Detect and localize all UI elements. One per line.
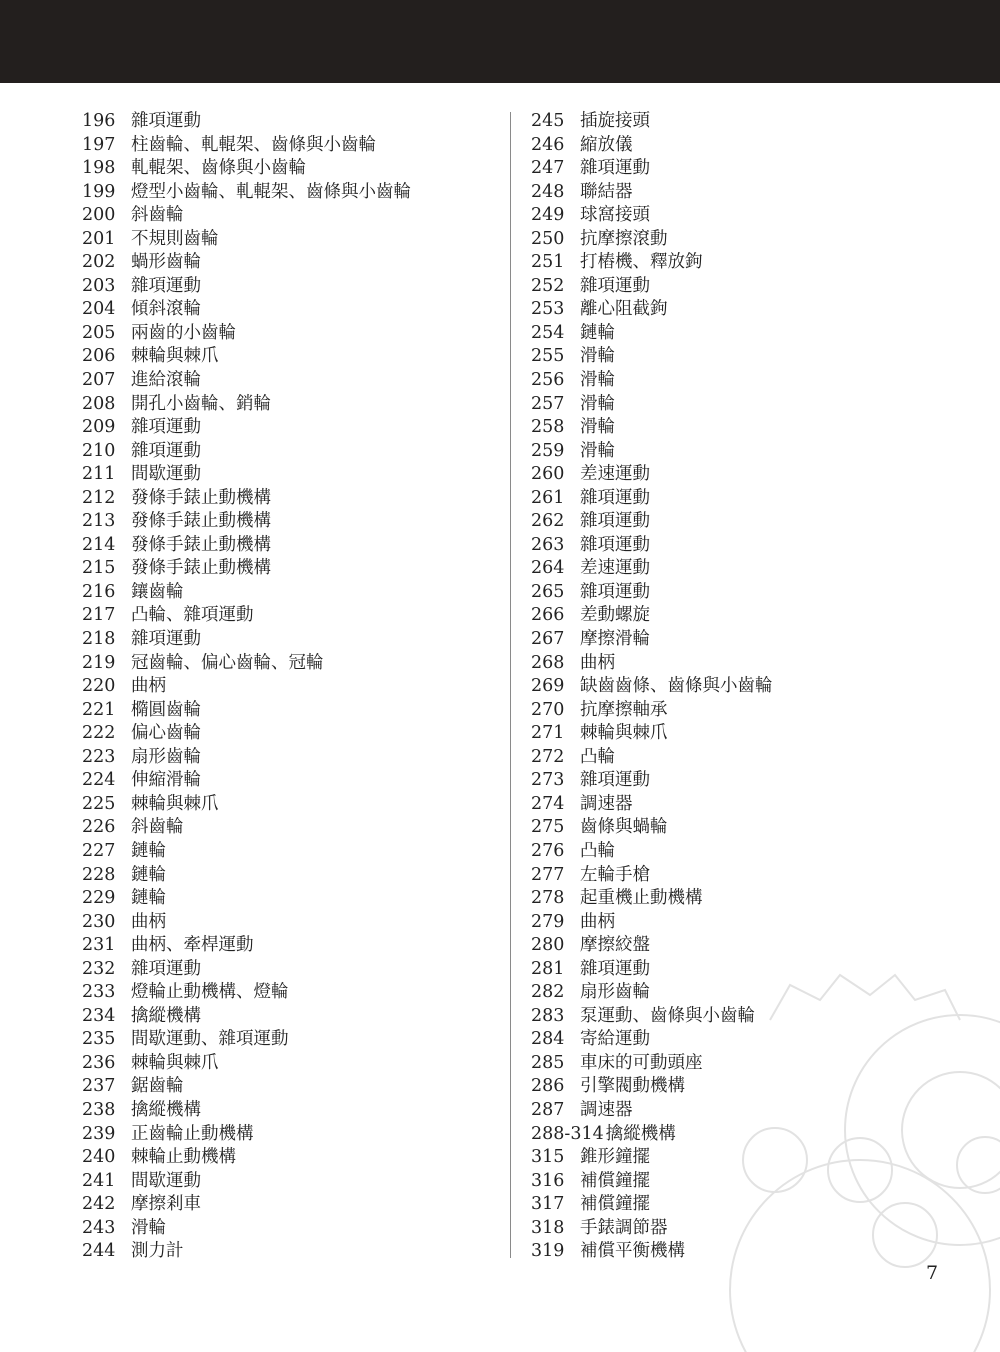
entry-number: 237 <box>82 1076 116 1097</box>
entry-title: 雜項運動 <box>131 440 201 461</box>
entry-number: 243 <box>82 1217 116 1238</box>
entry-number: 211 <box>82 464 116 485</box>
entry-title: 扇形齒輪 <box>580 982 650 1003</box>
contents-entry <box>531 864 931 888</box>
entry-number: 248 <box>531 181 565 202</box>
entry-number: 264 <box>531 558 565 579</box>
contents-entry <box>531 1052 931 1076</box>
contents-entry <box>531 722 931 746</box>
entry-number: 249 <box>531 205 565 226</box>
contents-entry <box>531 1170 931 1194</box>
entry-number: 252 <box>531 275 565 296</box>
contents-entry <box>82 557 502 581</box>
entry-number: 219 <box>82 652 116 673</box>
entry-number: 267 <box>531 629 565 650</box>
header-bar <box>0 0 1000 83</box>
contents-entry <box>531 251 931 275</box>
contents-entry <box>82 1052 502 1076</box>
entry-title: 冠齒輪、偏心齒輪、冠輪 <box>131 652 324 673</box>
entry-title: 雜項運動 <box>580 581 650 602</box>
contents-entry <box>82 604 502 628</box>
entry-number: 209 <box>82 417 116 438</box>
entry-number: 287 <box>531 1099 565 1120</box>
contents-entry <box>531 1005 931 1029</box>
entry-title: 雜項運動 <box>131 629 201 650</box>
contents-entry <box>82 840 502 864</box>
entry-number: 198 <box>82 158 116 179</box>
entry-number: 236 <box>82 1052 116 1073</box>
entry-number: 201 <box>82 228 116 249</box>
contents-entry <box>82 181 502 205</box>
entry-title: 發條手錶止動機構 <box>131 558 271 579</box>
entry-title: 雜項運動 <box>580 487 650 508</box>
entry-number: 214 <box>82 534 116 555</box>
entry-number: 229 <box>82 888 116 909</box>
contents-entry <box>531 816 931 840</box>
contents-entry <box>82 1099 502 1123</box>
entry-title: 錐形鐘擺 <box>580 1147 650 1168</box>
contents-entry <box>82 204 502 228</box>
entry-title: 雜項運動 <box>580 958 650 979</box>
entry-title: 柱齒輪、軋輥架、齒條與小齒輪 <box>131 134 376 155</box>
entry-number: 276 <box>531 840 565 861</box>
entry-title: 斜齒輪 <box>131 817 184 838</box>
entry-title: 伸縮滑輪 <box>131 770 201 791</box>
entry-title: 手錶調節器 <box>580 1217 668 1238</box>
entry-title: 斜齒輪 <box>131 205 184 226</box>
contents-entry <box>82 793 502 817</box>
contents-entry <box>82 1193 502 1217</box>
entry-number: 319 <box>531 1241 565 1262</box>
contents-entry <box>531 204 931 228</box>
contents-entry <box>82 393 502 417</box>
entry-title: 曲柄、牽桿運動 <box>131 935 254 956</box>
contents-entry <box>82 1217 502 1241</box>
contents-entry <box>531 1099 931 1123</box>
contents-entry <box>531 1193 931 1217</box>
entry-number: 233 <box>82 982 116 1003</box>
entry-number: 235 <box>82 1029 116 1050</box>
entry-number: 273 <box>531 770 565 791</box>
entry-number: 253 <box>531 299 565 320</box>
entry-title: 左輪手槍 <box>580 864 650 885</box>
entry-title: 起重機止動機構 <box>580 888 703 909</box>
entry-title: 扇形齒輪 <box>131 746 201 767</box>
contents-entry <box>82 228 502 252</box>
entry-title: 補償平衡機構 <box>580 1241 685 1262</box>
contents-entry <box>531 840 931 864</box>
entry-title: 插旋接頭 <box>580 111 650 131</box>
entry-title: 滑輪 <box>580 370 615 391</box>
entry-number: 207 <box>82 370 116 391</box>
entry-title: 曲柄 <box>580 652 615 673</box>
entry-number: 285 <box>531 1052 565 1073</box>
entry-title: 鏈輪 <box>580 322 615 343</box>
entry-title: 雜項運動 <box>131 275 201 296</box>
entry-number: 202 <box>82 252 116 273</box>
entry-number: 246 <box>531 134 565 155</box>
entry-title: 雜項運動 <box>580 770 650 791</box>
entry-number: 258 <box>531 417 565 438</box>
contents-entry <box>82 934 502 958</box>
entry-title: 摩擦絞盤 <box>580 935 650 956</box>
contents-entry <box>531 298 931 322</box>
entry-title: 棘輪與棘爪 <box>131 793 219 814</box>
entry-number: 317 <box>531 1194 565 1215</box>
entry-title: 鋸齒輪 <box>131 1076 184 1097</box>
contents-entry <box>82 628 502 652</box>
entry-number: 222 <box>82 723 116 744</box>
contents-entry <box>82 816 502 840</box>
column-divider <box>510 112 511 1258</box>
entry-number: 230 <box>82 911 116 932</box>
entry-number: 318 <box>531 1217 565 1238</box>
entry-title: 軋輥架、齒條與小齒輪 <box>131 158 306 179</box>
entry-number: 228 <box>82 864 116 885</box>
contents-list-left <box>82 110 502 1264</box>
entry-title: 缺齒齒條、齒條與小齒輪 <box>580 676 773 697</box>
contents-entry <box>531 652 931 676</box>
entry-title: 曲柄 <box>580 911 615 932</box>
contents-entry <box>82 1123 502 1147</box>
entry-title: 凸輪 <box>580 840 615 861</box>
contents-entry <box>82 322 502 346</box>
contents-entry <box>531 793 931 817</box>
entry-title: 引擎閥動機構 <box>580 1076 685 1097</box>
entry-number: 271 <box>531 723 565 744</box>
contents-entry <box>82 134 502 158</box>
entry-title: 摩擦剎車 <box>131 1194 201 1215</box>
contents-entry <box>82 769 502 793</box>
entry-title: 凸輪 <box>580 746 615 767</box>
entry-number: 226 <box>82 817 116 838</box>
entry-number: 216 <box>82 581 116 602</box>
entry-number: 231 <box>82 935 116 956</box>
contents-entry <box>531 1146 931 1170</box>
entry-number: 197 <box>82 134 116 155</box>
contents-entry <box>531 134 931 158</box>
contents-entry <box>82 652 502 676</box>
entry-title: 偏心齒輪 <box>131 723 201 744</box>
entry-title: 滑輪 <box>131 1217 166 1238</box>
entry-title: 寄給運動 <box>580 1029 650 1050</box>
contents-entry <box>531 275 931 299</box>
page-number: 7 <box>926 1262 939 1284</box>
entry-title: 傾斜滾輪 <box>131 299 201 320</box>
entry-number: 281 <box>531 958 565 979</box>
contents-entry <box>531 1240 931 1264</box>
contents-entry <box>82 463 502 487</box>
contents-entry <box>82 275 502 299</box>
entry-number: 261 <box>531 487 565 508</box>
entry-number: 218 <box>82 629 116 650</box>
entry-number: 225 <box>82 793 116 814</box>
entry-number: 272 <box>531 746 565 767</box>
contents-entry <box>531 345 931 369</box>
entry-number: 241 <box>82 1170 116 1191</box>
entry-number: 279 <box>531 911 565 932</box>
contents-entry <box>82 864 502 888</box>
entry-title: 燈輪止動機構、燈輪 <box>131 982 289 1003</box>
entry-title: 聯結器 <box>580 181 633 202</box>
entry-number: 288-314 <box>531 1123 604 1144</box>
contents-entry <box>531 228 931 252</box>
contents-entry <box>82 981 502 1005</box>
entry-title: 齒條與蝸輪 <box>580 817 668 838</box>
entry-number: 265 <box>531 581 565 602</box>
contents-entry <box>531 581 931 605</box>
entry-number: 283 <box>531 1005 565 1026</box>
entry-title: 縮放儀 <box>580 134 633 155</box>
contents-entry <box>82 487 502 511</box>
contents-entry <box>531 769 931 793</box>
contents-entry <box>531 934 931 958</box>
contents-entry <box>531 181 931 205</box>
entry-title: 測力計 <box>131 1241 184 1262</box>
entry-title: 棘輪止動機構 <box>131 1147 236 1168</box>
entry-number: 238 <box>82 1099 116 1120</box>
entry-title: 調速器 <box>580 793 633 814</box>
contents-entry <box>531 887 931 911</box>
contents-entry <box>82 675 502 699</box>
contents-entry <box>82 911 502 935</box>
entry-number: 256 <box>531 370 565 391</box>
contents-entry <box>82 746 502 770</box>
entry-title: 鏈輪 <box>131 864 166 885</box>
entry-number: 251 <box>531 252 565 273</box>
entry-number: 269 <box>531 676 565 697</box>
entry-title: 差動螺旋 <box>580 605 650 626</box>
contents-entry <box>531 699 931 723</box>
entry-number: 205 <box>82 322 116 343</box>
entry-title: 抗摩擦滾動 <box>580 228 668 249</box>
entry-number: 215 <box>82 558 116 579</box>
entry-number: 212 <box>82 487 116 508</box>
entry-number: 232 <box>82 958 116 979</box>
entry-number: 255 <box>531 346 565 367</box>
entry-number: 240 <box>82 1147 116 1168</box>
contents-entry <box>82 510 502 534</box>
entry-title: 滑輪 <box>580 417 615 438</box>
entry-number: 224 <box>82 770 116 791</box>
entry-number: 268 <box>531 652 565 673</box>
entry-title: 棘輪與棘爪 <box>131 346 219 367</box>
entry-number: 213 <box>82 511 116 532</box>
entry-number: 282 <box>531 982 565 1003</box>
entry-number: 208 <box>82 393 116 414</box>
entry-number: 284 <box>531 1029 565 1050</box>
entry-title: 間歇運動、雜項運動 <box>131 1029 289 1050</box>
contents-entry <box>531 675 931 699</box>
contents-entry <box>82 1170 502 1194</box>
entry-number: 239 <box>82 1123 116 1144</box>
entry-title: 雜項運動 <box>580 275 650 296</box>
entry-title: 橢圓齒輪 <box>131 699 201 720</box>
contents-entry <box>82 1005 502 1029</box>
contents-list-right <box>531 110 931 1264</box>
entry-title: 球窩接頭 <box>580 205 650 226</box>
entry-title: 擒縱機構 <box>131 1005 201 1026</box>
entry-number: 257 <box>531 393 565 414</box>
contents-entry <box>531 958 931 982</box>
entry-number: 259 <box>531 440 565 461</box>
entry-title: 雜項運動 <box>580 534 650 555</box>
contents-entry <box>531 981 931 1005</box>
contents-entry <box>82 251 502 275</box>
entry-number: 234 <box>82 1005 116 1026</box>
contents-entry <box>531 416 931 440</box>
entry-title: 差速運動 <box>580 558 650 579</box>
entry-number: 315 <box>531 1147 565 1168</box>
contents-entry <box>82 722 502 746</box>
entry-title: 補償鐘擺 <box>580 1170 650 1191</box>
contents-entry <box>82 581 502 605</box>
entry-title: 兩齒的小齒輪 <box>131 322 236 343</box>
contents-entry <box>82 345 502 369</box>
entry-title: 滑輪 <box>580 393 615 414</box>
entry-number: 263 <box>531 534 565 555</box>
entry-number: 244 <box>82 1241 116 1262</box>
contents-entry <box>82 534 502 558</box>
contents-entry <box>531 911 931 935</box>
entry-title: 凸輪、雜項運動 <box>131 605 254 626</box>
entry-title: 蝸形齒輪 <box>131 252 201 273</box>
contents-entry <box>82 110 502 134</box>
entry-title: 補償鐘擺 <box>580 1194 650 1215</box>
entry-title: 燈型小齒輪、軋輥架、齒條與小齒輪 <box>131 181 411 202</box>
entry-number: 204 <box>82 299 116 320</box>
entry-title: 間歇運動 <box>131 464 201 485</box>
entry-title: 擒縱機構 <box>131 1099 201 1120</box>
entry-number: 270 <box>531 699 565 720</box>
entry-title: 差速運動 <box>580 464 650 485</box>
entry-number: 275 <box>531 817 565 838</box>
contents-entry <box>531 604 931 628</box>
contents-entry <box>531 1028 931 1052</box>
entry-number: 286 <box>531 1076 565 1097</box>
entry-title: 鏈輪 <box>131 888 166 909</box>
entry-title: 滑輪 <box>580 440 615 461</box>
entry-number: 220 <box>82 676 116 697</box>
contents-entry <box>82 416 502 440</box>
entry-number: 199 <box>82 181 116 202</box>
entry-number: 221 <box>82 699 116 720</box>
entry-number: 266 <box>531 605 565 626</box>
entry-title: 調速器 <box>580 1099 633 1120</box>
contents-entry <box>531 393 931 417</box>
entry-title: 不規則齒輪 <box>131 228 219 249</box>
entry-number: 227 <box>82 840 116 861</box>
entry-title: 雜項運動 <box>131 417 201 438</box>
contents-entry <box>531 322 931 346</box>
entry-title: 滑輪 <box>580 346 615 367</box>
contents-entry <box>82 1075 502 1099</box>
contents-entry <box>82 157 502 181</box>
entry-number: 206 <box>82 346 116 367</box>
contents-entry <box>531 746 931 770</box>
contents-entry <box>531 1217 931 1241</box>
contents-entry <box>82 298 502 322</box>
contents-entry <box>531 157 931 181</box>
entry-number: 203 <box>82 275 116 296</box>
entry-title: 車床的可動頭座 <box>580 1052 703 1073</box>
entry-title: 泵運動、齒條與小齒輪 <box>580 1005 755 1026</box>
entry-number: 278 <box>531 888 565 909</box>
contents-entry <box>531 463 931 487</box>
contents-entry <box>82 440 502 464</box>
entry-number: 274 <box>531 793 565 814</box>
entry-number: 262 <box>531 511 565 532</box>
entry-title: 棘輪與棘爪 <box>580 723 668 744</box>
entry-number: 280 <box>531 935 565 956</box>
entry-title: 間歇運動 <box>131 1170 201 1191</box>
contents-entry <box>82 958 502 982</box>
entry-title: 發條手錶止動機構 <box>131 487 271 508</box>
contents-entry <box>82 1240 502 1264</box>
entry-title: 鑲齒輪 <box>131 581 184 602</box>
contents-entry <box>82 1146 502 1170</box>
contents-entry <box>82 699 502 723</box>
entry-number: 210 <box>82 440 116 461</box>
entry-title: 離心阻截鉤 <box>580 299 668 320</box>
contents-entry <box>531 557 931 581</box>
entry-number: 196 <box>82 111 116 131</box>
entry-number: 260 <box>531 464 565 485</box>
entry-title: 鏈輪 <box>131 840 166 861</box>
contents-entry <box>531 510 931 534</box>
entry-title: 抗摩擦軸承 <box>580 699 668 720</box>
contents-entry <box>82 369 502 393</box>
entry-number: 200 <box>82 205 116 226</box>
contents-entry <box>82 1028 502 1052</box>
entry-number: 277 <box>531 864 565 885</box>
contents-entry <box>531 628 931 652</box>
entry-number: 223 <box>82 746 116 767</box>
entry-number: 254 <box>531 322 565 343</box>
entry-title: 雜項運動 <box>131 958 201 979</box>
entry-title: 進給滾輪 <box>131 370 201 391</box>
entry-number: 250 <box>531 228 565 249</box>
entry-number: 245 <box>531 111 565 131</box>
entry-title: 雜項運動 <box>580 158 650 179</box>
entry-title: 雜項運動 <box>580 511 650 532</box>
contents-entry <box>531 534 931 558</box>
entry-number: 242 <box>82 1194 116 1215</box>
entry-title: 棘輪與棘爪 <box>131 1052 219 1073</box>
contents-entry <box>531 1123 931 1147</box>
entry-number: 247 <box>531 158 565 179</box>
entry-title: 正齒輪止動機構 <box>131 1123 254 1144</box>
entry-title: 發條手錶止動機構 <box>131 534 271 555</box>
entry-title: 擒縱機構 <box>605 1123 676 1144</box>
contents-entry <box>531 487 931 511</box>
entry-title: 發條手錶止動機構 <box>131 511 271 532</box>
contents-entry <box>531 110 931 134</box>
contents-entry <box>531 1075 931 1099</box>
contents-entry <box>531 369 931 393</box>
entry-number: 217 <box>82 605 116 626</box>
contents-entry <box>82 887 502 911</box>
contents-entry <box>531 440 931 464</box>
entry-title: 曲柄 <box>131 911 166 932</box>
entry-title: 摩擦滑輪 <box>580 629 650 650</box>
entry-title: 雜項運動 <box>131 111 201 131</box>
entry-title: 開孔小齒輪、銷輪 <box>131 393 271 414</box>
entry-title: 曲柄 <box>131 676 166 697</box>
entry-number: 316 <box>531 1170 565 1191</box>
entry-title: 打樁機、釋放鉤 <box>580 252 703 273</box>
